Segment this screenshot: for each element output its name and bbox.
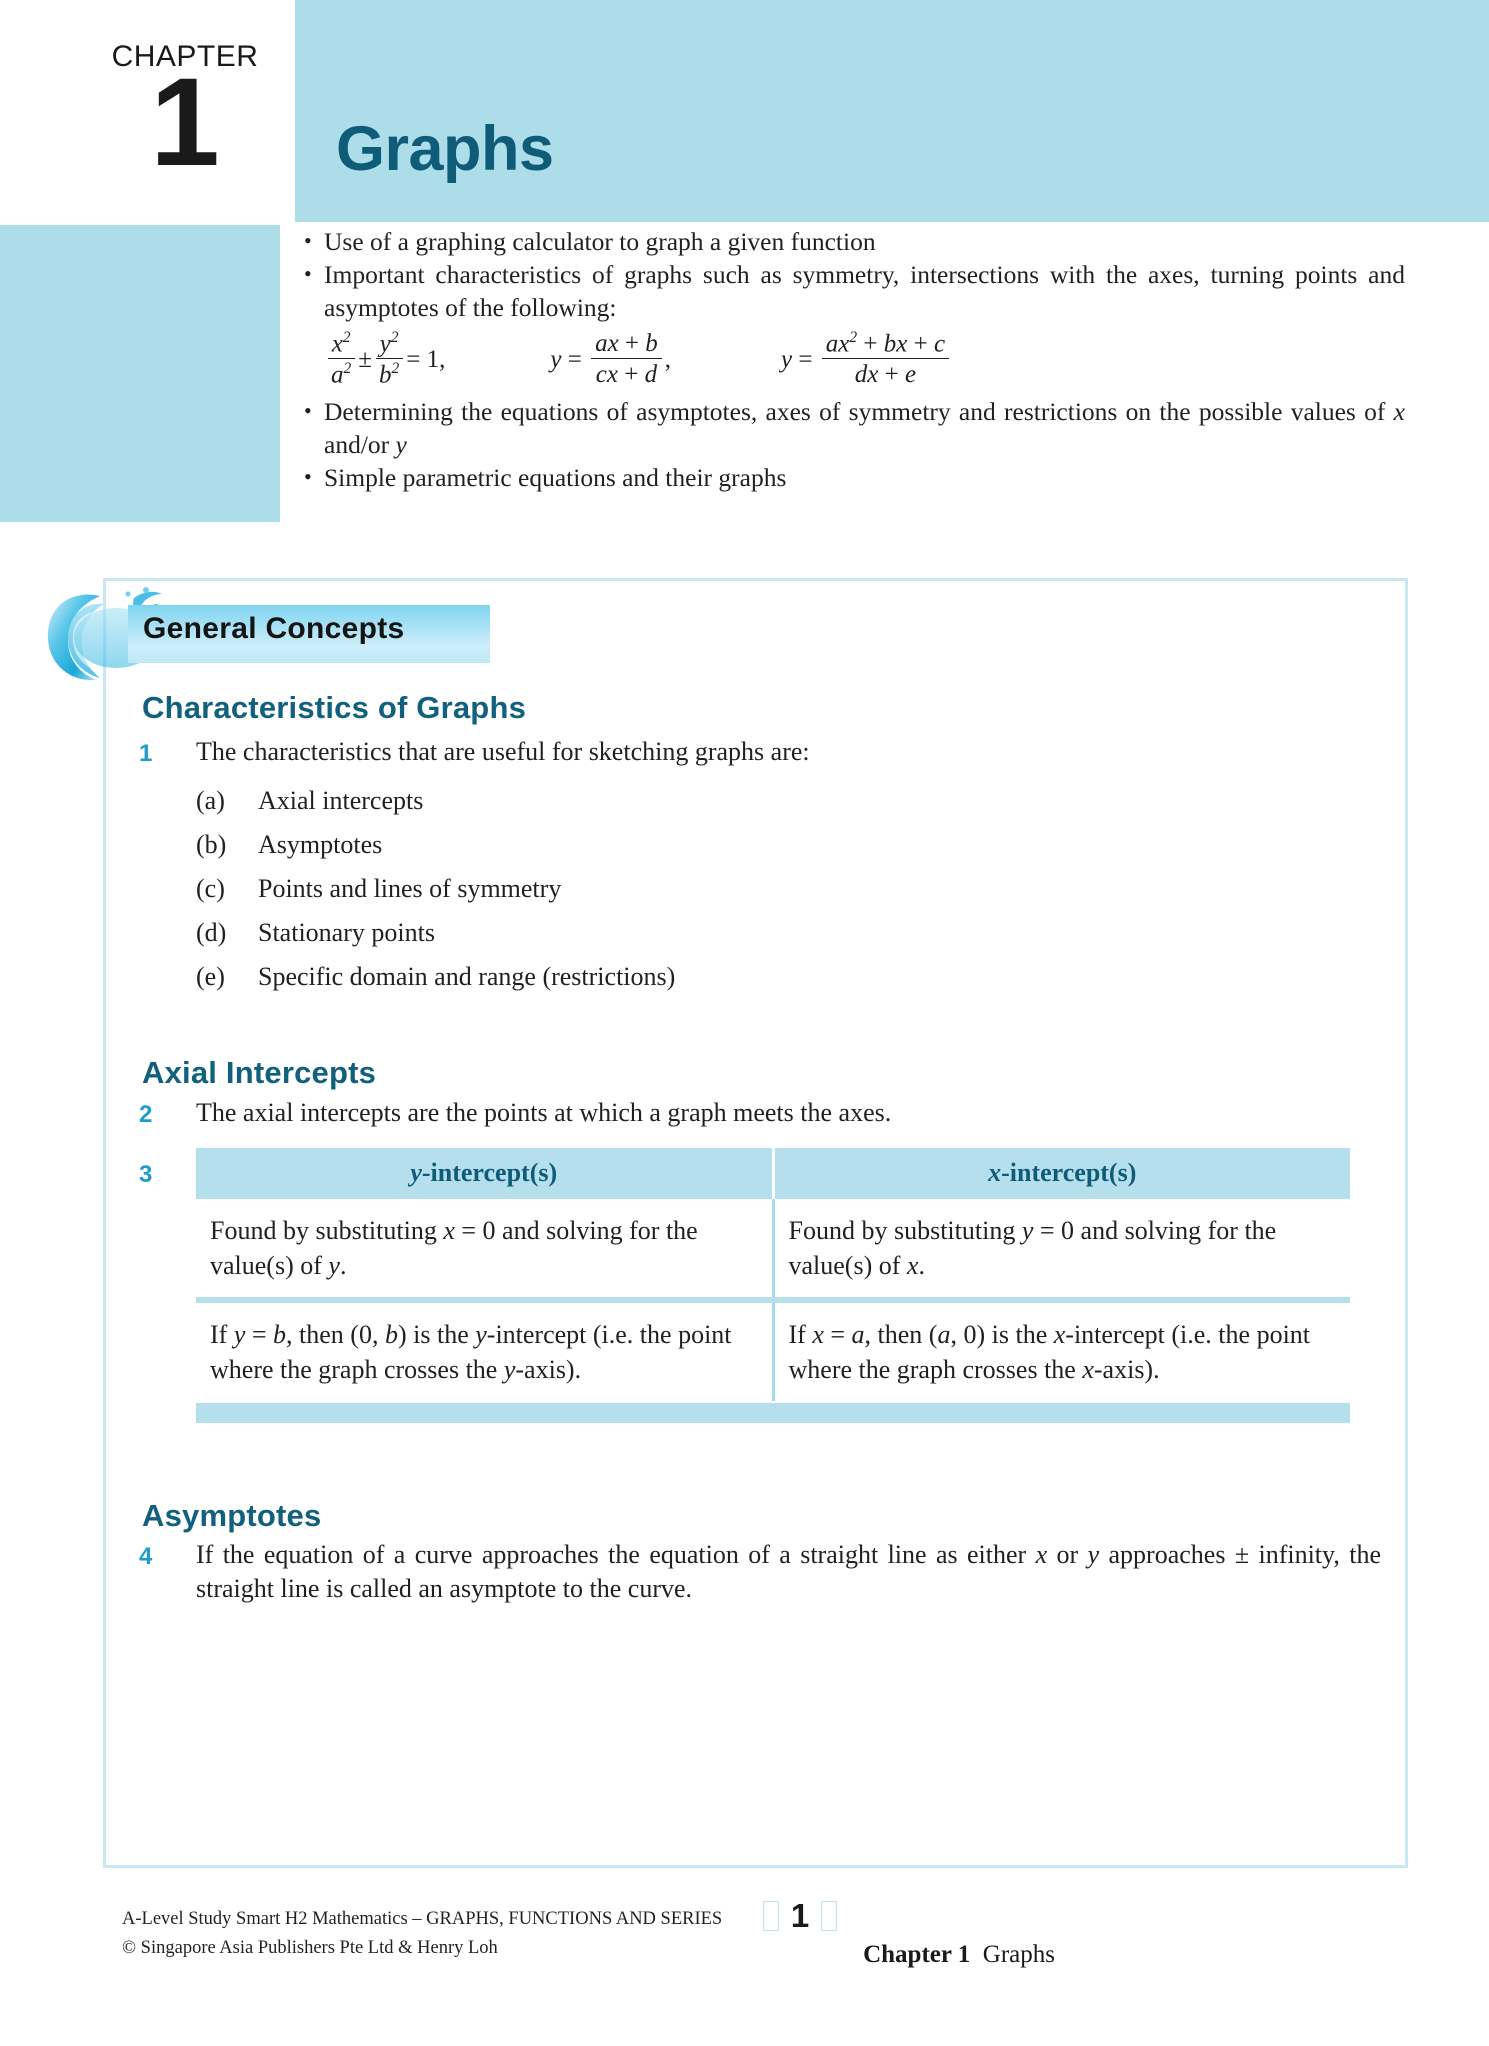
item-1-text: The characteristics that are useful for sketching graphs are: [196,737,810,766]
formula-quadratic-over-linear [781,330,952,388]
sub-item-text-a: Axial intercepts [258,786,424,815]
characteristics-sub-list [196,779,1096,999]
table-bottom-bar [196,1403,1350,1423]
syllabus-left-band [0,225,280,522]
item-number-1: 1 [139,740,153,767]
intercepts-table [196,1148,1350,1423]
sub-item-text-b: Asymptotes [258,830,383,859]
sub-item-text-e: Specific domain and range (restrictions) [258,962,676,991]
footer-line-1: A-Level Study Smart H2 Mathematics – GRAPHS, FUNCTIONS AND SERIES [122,1909,723,1929]
plus-minus-operator: ± [358,345,372,373]
syllabus-body [300,225,1405,494]
syllabus-bullet-2 [300,258,1405,324]
sub-item-text-d: Stationary points [258,918,435,947]
list-item [196,911,1096,955]
sub-item-key-a: (a) [196,786,225,815]
chapter-word-label: CHAPTER [111,40,259,73]
footer-page-number-block [700,1897,900,1935]
footer-chapter-label [625,1941,1055,1969]
bullet-dot-icon: • [304,463,312,489]
syllabus-bullet-2-text: Important characteristics of graphs such as symmetry, intersections with the axes, turning points and asymptotes of the following: [324,260,1405,322]
list-item [196,867,1096,911]
syllabus-bullet-3 [300,395,1405,461]
table-header-x-intercept: x-intercept(s) [775,1148,1351,1199]
fraction-x2-a2: $\frac{x^2}{a^2}$ [327,330,355,389]
table-cell-r1c1: Found by substituting x = 0 and solving for the value(s) of y. [210,1216,698,1280]
list-item [196,823,1096,867]
list-item [196,779,1096,823]
table-cell-r2c2: If x = a, then (a, 0) is the x-intercept (i.e. the point where the graph crosses the x-axis). [788,1320,1311,1384]
bullet-dot-icon: • [304,261,312,286]
sub-item-key-c: (c) [196,874,225,903]
formula-2-lhs: y = [550,345,589,373]
general-concepts-label: General Concepts [143,612,405,645]
formula-2-tail: , [664,345,672,373]
footer-line-2: © Singapore Asia Publishers Pte Ltd & Henry Loh [122,1938,498,1958]
page-title: Graphs [336,114,554,184]
list-item [196,955,1096,999]
page-decoration-left-icon [763,1901,779,1931]
table-header-y-intercept: y-intercept(s) [196,1148,772,1199]
chapter-header-band [295,0,1489,222]
item-number-3: 3 [139,1161,153,1188]
syllabus-block [0,225,1489,522]
footer-chapter-number: Chapter 1 [863,1941,971,1968]
syllabus-bullet-1-text: Use of a graphing calculator to graph a given function [324,227,876,256]
section-heading-axial-intercepts: Axial Intercepts [142,1055,377,1090]
page-number: 1 [790,1897,810,1934]
item-number-2: 2 [139,1101,153,1128]
chapter-header [0,0,1489,222]
fraction-quadratic-over-linear: $\frac{ax^2 + bx + c}{dx + e}$ [822,330,949,388]
section-heading-characteristics: Characteristics of Graphs [142,690,527,725]
syllabus-bullet-4 [300,461,1405,494]
item-2-text: The axial intercepts are the points at which a graph meets the axes. [196,1098,892,1127]
formula-ellipse-hyperbola [324,330,445,389]
table-cell-r1c2: Found by substituting y = 0 and solving for the value(s) of x. [788,1216,1277,1280]
table-cell-r2c1: If y = b, then (0, b) is the y-intercept (i.e. the point where the graph crosses the y-axis). [210,1320,732,1384]
syllabus-bullet-4-text: Simple parametric equations and their graphs [324,462,787,492]
formula-3-lhs: y = [781,345,819,373]
syllabus-bullet-1 [300,225,1405,258]
sub-item-key-b: (b) [196,830,227,859]
sub-item-key-d: (d) [196,918,227,947]
formula-1-tail: = 1, [406,345,446,373]
bullet-dot-icon: • [304,397,312,423]
page-decoration-right-icon [821,1901,837,1931]
syllabus-formula-row [300,330,1405,389]
syllabus-bullet-3-text: Determining the equations of asymptotes, axes of symmetry and restrictions on the possible values of x and/or y [324,396,1405,459]
chapter-number: 1 [150,53,220,192]
item-number-4: 4 [139,1543,153,1570]
fraction-y2-b2: $\frac{y^2}{b^2}$ [375,330,403,389]
sub-item-text-c: Points and lines of symmetry [258,874,562,903]
section-heading-asymptotes: Asymptotes [142,1498,322,1533]
formula-linear-over-linear [550,330,671,388]
fraction-ax-b-over-cx-d: $\frac{ax + b}{cx + d}$ [591,330,662,388]
footer-chapter-title: Graphs [982,1941,1055,1968]
bullet-dot-icon: • [304,228,312,253]
sub-item-key-e: (e) [196,962,225,991]
item-4-text: If the equation of a curve approaches the equation of a straight line as either x or y approaches ± infinity, the straight line is called an asymptote to the curve. [196,1540,1381,1603]
